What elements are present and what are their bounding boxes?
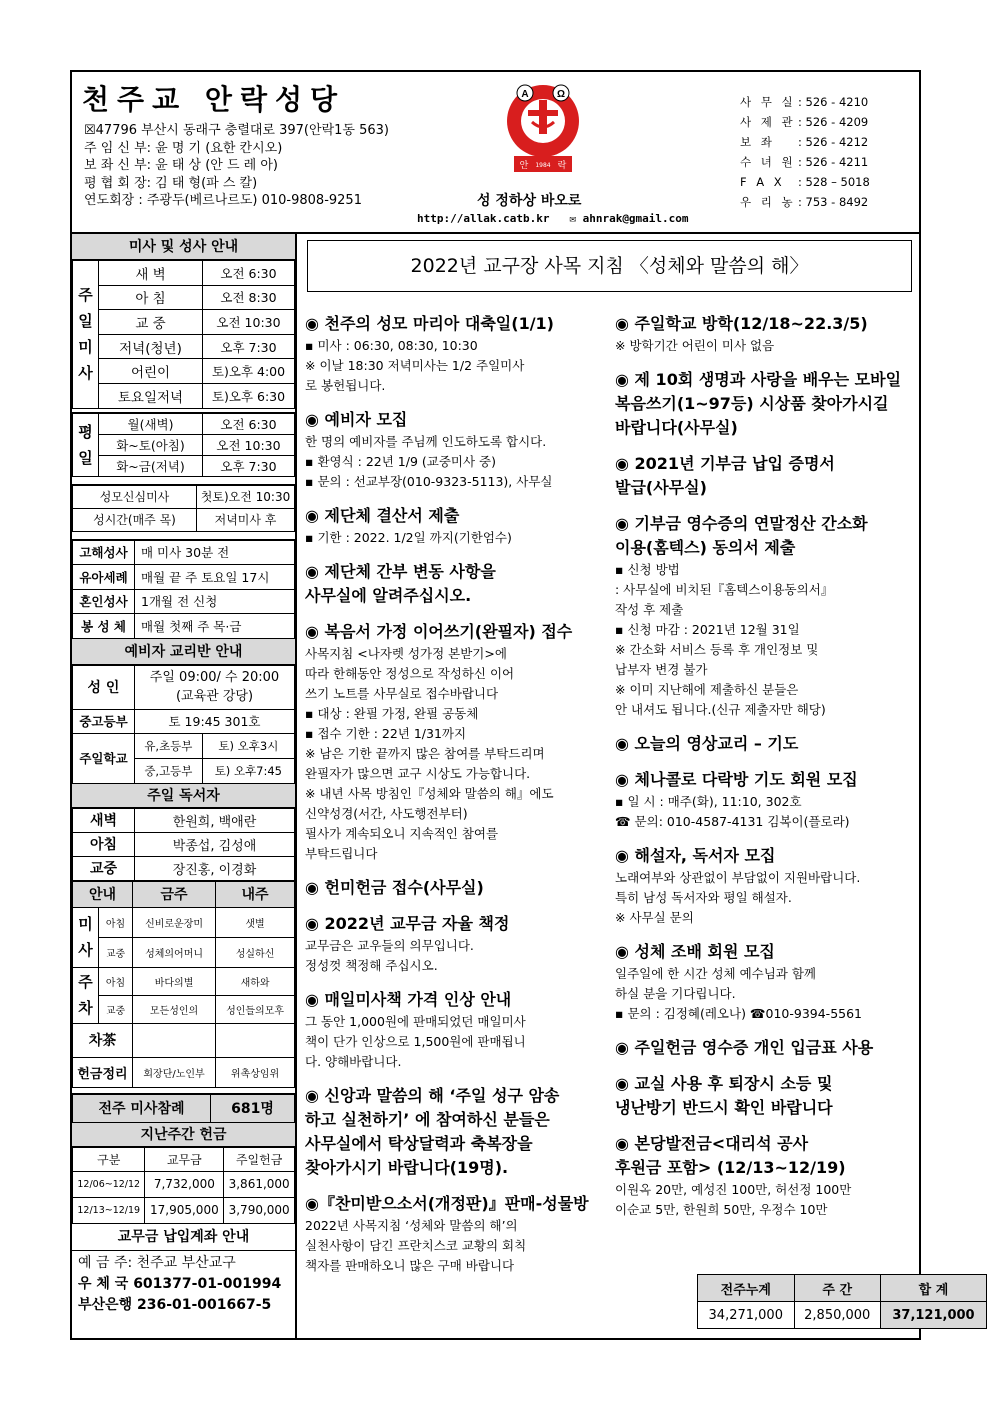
notice-body-line: : 사무실에 비치된『홈텍스이용동의서』 <box>615 582 834 597</box>
mass-name: 새 벽 <box>99 261 203 286</box>
duty-mass-label: 미 <box>78 915 93 934</box>
notice-heading: 후원금 포함> (12/13~12/19) <box>615 1158 846 1177</box>
notice-heading: ◉ 제 10회 생명과 사랑을 배우는 모바일 <box>615 370 902 389</box>
special-mass-table <box>72 485 295 532</box>
notice-body-line: ▪ 신청 방법 <box>615 562 680 577</box>
fund-value: 2,850,000 <box>794 1302 880 1329</box>
mass-name: 교 중 <box>99 310 203 335</box>
mass-time: 오전 10:30 <box>203 434 295 455</box>
duty-next: 새하와 <box>216 967 295 995</box>
notice-body-line: 이원옥 20만, 예성진 100만, 허선정 100만 <box>615 1182 852 1197</box>
notice-body-line: ▪ 미사 : 06:30, 08:30, 10:30 <box>305 338 478 353</box>
notice-heading: ◉ 제단체 결산서 제출 <box>305 506 460 525</box>
phone-number: : 526 - 4210 <box>798 95 869 109</box>
notice-item <box>305 504 605 548</box>
notice-body-line: 완필자가 많으면 교구 시상도 가능합니다. <box>305 766 531 781</box>
mass-time: 오전 6:30 <box>203 261 295 286</box>
logo-alpha: A <box>521 89 529 100</box>
phone-label: 수 녀 원 <box>740 155 796 169</box>
notice-body-line: ※ 사무실 문의 <box>615 910 694 925</box>
mass-time: 오전 6:30 <box>203 413 295 434</box>
notice-item <box>305 876 605 900</box>
weekday-label-char: 일 <box>78 448 93 467</box>
notice-body-line: ▪ 접수 기한 : 22년 1/31까지 <box>305 726 467 741</box>
offering-next: 위촉상임위 <box>216 1057 295 1087</box>
notice-body-line: 교무금은 교우들의 의무입니다. <box>305 938 474 953</box>
notice-item <box>305 312 605 396</box>
notice-body-line: 부탁드립니다 <box>305 846 378 861</box>
notice-item <box>615 1036 915 1060</box>
sunday-school-time: 토) 오후7:45 <box>202 758 294 783</box>
phone-row <box>740 132 870 152</box>
collection-table <box>72 1147 295 1224</box>
notice-item <box>305 912 605 976</box>
duty-mass-label: 사 <box>78 941 93 960</box>
reader-names: 박종섭, 김성애 <box>135 832 295 856</box>
mass-time: 오전 8:30 <box>203 285 295 310</box>
tea-label: 차茶 <box>73 1023 133 1057</box>
mass-schedule-title: 미사 및 성사 안내 <box>72 234 295 260</box>
notice-heading: ◉ 복음서 가정 이어쓰기(완필자) 접수 <box>305 622 573 641</box>
notice-body-line: 하실 분을 기다립니다. <box>615 986 736 1001</box>
fund-summary-table <box>697 1274 987 1329</box>
duty-header-next: 내주 <box>216 881 295 907</box>
account-title: 교무금 납입계좌 안내 <box>72 1224 295 1251</box>
notice-heading: ◉ 주일헌금 영수증 개인 입금표 사용 <box>615 1038 874 1057</box>
notice-heading: ◉ 헌미헌금 접수(사무실) <box>305 878 484 897</box>
notice-body-line: 이순교 5만, 한원희 50만, 우정수 10만 <box>615 1202 828 1217</box>
notice-item <box>615 512 915 720</box>
sacrament-name: 유아세례 <box>73 565 135 590</box>
pastoral-banner: 2022년 교구장 사목 지침 〈성체와 말씀의 해〉 <box>307 240 912 292</box>
duty-park-label: 주 <box>78 973 93 992</box>
sacrament-name: 봉 성 체 <box>73 614 135 639</box>
account-holder: 예 금 주: 천주교 부산교구 <box>78 1254 236 1271</box>
mass-name: 화~토(아침) <box>99 434 203 455</box>
mass-name: 화~금(저녁) <box>99 455 203 476</box>
phone-number: : 528 – 5018 <box>798 175 870 189</box>
notice-heading: ◉ 제단체 간부 변동 사항을 <box>305 562 496 581</box>
phone-row <box>740 112 870 132</box>
phone-row <box>740 92 870 112</box>
mass-name: 아 침 <box>99 285 203 310</box>
notice-item <box>615 368 915 440</box>
phone-number: : 526 - 4209 <box>798 115 869 129</box>
notice-body-line: 납부자 변경 불가 <box>615 662 708 677</box>
notice-body-line: ▪ 기한 : 2022. 1/2일 까지(기한엄수) <box>305 530 512 545</box>
duty-next: 샛별 <box>216 907 295 937</box>
mail-icon: ✉ <box>569 212 576 225</box>
notice-body-line: 따라 한해동안 정성으로 작성하신 이어 <box>305 666 515 681</box>
notice-heading: 바랍니다(사무실) <box>615 418 738 437</box>
sacrament-name: 고해성사 <box>73 540 135 565</box>
fund-header: 합 계 <box>880 1275 986 1302</box>
church-address: 47796 부산시 동래구 충렬대로 397(안락1동 563) <box>95 123 389 138</box>
notice-item <box>615 732 915 756</box>
phone-number: : 526 - 4212 <box>798 135 869 149</box>
notice-body-line: 실천사항이 담긴 프란치스코 교황의 회칙 <box>305 1238 527 1253</box>
reader-title: 주일 독서자 <box>72 784 295 808</box>
phone-row <box>740 152 870 172</box>
phone-row <box>740 192 870 212</box>
phone-list <box>740 92 870 212</box>
notice-heading: ◉ 본당발전금<대리석 공사 <box>615 1134 809 1153</box>
duty-header-this: 금주 <box>133 881 216 907</box>
sunday-school-label: 주일학교 <box>73 733 135 783</box>
duty-slot: 교중 <box>99 995 133 1023</box>
account-post: 우 체 국 601377-01-001994 <box>78 1275 282 1292</box>
notice-heading: ◉ 주일학교 방학(12/18~22.3/5) <box>615 314 868 333</box>
notice-body-line: ☎ 문의: 010-4587-4131 김복이(플로라) <box>615 814 850 829</box>
special-mass-name: 성시간(매주 목) <box>73 508 197 531</box>
sunday-mass-table <box>72 260 295 409</box>
pastor-line: 주 임 신 부: 윤 명 기 (요한 칸시오) <box>84 140 283 156</box>
notice-heading: ◉ 체나콜로 다락방 기도 회원 모집 <box>615 770 858 789</box>
attendance-value: 681명 <box>211 1094 295 1122</box>
phone-label: 우 리 농 <box>740 195 796 209</box>
notice-heading: ◉ 해설자, 독서자 모집 <box>615 846 776 865</box>
phone-label: 사 제 관 <box>740 115 796 129</box>
offering-this: 회장단/노인부 <box>133 1057 216 1087</box>
notice-heading: 찾아가시기 바랍니다(19명). <box>305 1158 509 1177</box>
notice-body-line: 특히 남성 독서자와 평일 해설자. <box>615 890 792 905</box>
sunday-label-char: 사 <box>78 364 93 383</box>
fund-total: 37,121,000 <box>880 1302 986 1329</box>
collection-sunday: 3,790,000 <box>224 1197 295 1223</box>
notice-heading: ◉ 2022년 교무금 자율 책정 <box>305 914 510 933</box>
notice-body-line: ▪ 대상 : 완필 가정, 완필 공동체 <box>305 706 479 721</box>
reader-mass: 새벽 <box>73 808 135 832</box>
assistant-line: 보 좌 신 부: 윤 태 상 (안 드 레 아) <box>84 158 278 173</box>
sacrament-table <box>72 540 295 639</box>
notice-body-line: 작성 후 제출 <box>615 602 684 617</box>
notice-heading: ◉ 기부금 영수증의 연말정산 간소화 <box>615 514 868 533</box>
notice-item <box>615 312 915 356</box>
duty-slot: 교중 <box>99 937 133 967</box>
mass-time: 오후 7:30 <box>203 455 295 476</box>
notice-body-line: ▪ 문의 : 김정혜(레오나) ☎010-9394-5561 <box>615 1006 863 1021</box>
special-mass-name: 성모신심미사 <box>73 485 197 508</box>
notice-item <box>305 988 605 1072</box>
notice-heading: ◉ 예비자 모집 <box>305 410 408 429</box>
phone-row <box>740 172 870 192</box>
notice-body-line: ※ 이날 18:30 저녁미사는 1/2 주일미사 <box>305 358 525 373</box>
notice-body-line: ▪ 환영식 : 22년 1/9 (교중미사 중) <box>305 454 496 469</box>
notice-item <box>305 1084 605 1180</box>
notice-heading: 발급(사무실) <box>615 478 707 497</box>
federation-line: 연도회장 : 주광두(베르나르도) 010-9808-9251 <box>84 193 362 208</box>
reader-names: 장진홍, 이경화 <box>135 856 295 880</box>
notice-item <box>615 1132 915 1220</box>
notice-body-line: ▪ 일 시 : 매주(화), 11:10, 302호 <box>615 794 802 809</box>
bulletin-frame <box>70 70 975 1340</box>
duty-park-label: 차 <box>78 999 93 1018</box>
notice-item <box>615 452 915 500</box>
notice-body-line: ▪ 문의 : 선교부장(010-9323-5113), 사무실 <box>305 474 553 489</box>
notice-body-line: ※ 내년 사목 방침인『성체와 말씀의 해』에도 <box>305 786 554 801</box>
notice-heading: 사무실에 알려주십시오. <box>305 586 472 605</box>
collection-dues: 7,732,000 <box>145 1171 224 1197</box>
phone-number: : 753 - 8492 <box>798 195 869 209</box>
notice-body-line: 쓰기 노트를 사무실로 접수바랍니다 <box>305 686 499 701</box>
notice-body-line: 책이 단가 인상으로 1,500원에 판매됩니 <box>305 1034 526 1049</box>
duty-next: 성인들의모후 <box>216 995 295 1023</box>
duty-this: 성체의어머니 <box>133 937 216 967</box>
duty-this: 신비로운장미 <box>133 907 216 937</box>
notice-body-line: ※ 방학기간 어린이 미사 없음 <box>615 338 775 353</box>
weekday-label-char: 평 <box>78 422 93 441</box>
contact-web <box>417 212 689 225</box>
mass-name: 저녁(청년) <box>99 334 203 359</box>
logo-text-rak: 락 <box>557 161 567 171</box>
notice-heading: 사무실에서 탁상달력과 축복장을 <box>305 1134 533 1153</box>
notice-body-line: 로 봉헌됩니다. <box>305 378 386 393</box>
council-line: 평 협 회 장: 김 태 형(파 스 칼) <box>84 175 258 191</box>
mass-time: 오전 10:30 <box>203 310 295 335</box>
notice-column-right <box>615 312 915 1232</box>
duty-this: 바다의별 <box>133 967 216 995</box>
notice-body-line: 신약성경(서간, 사도행전부터) <box>305 806 468 821</box>
postal-icon: ☒ <box>84 123 96 138</box>
attendance-label: 전주 미사참례 <box>73 1094 211 1122</box>
special-mass-time: 첫토)오전 10:30 <box>197 485 295 508</box>
collection-dues: 17,905,000 <box>145 1197 224 1223</box>
duty-slot: 아침 <box>99 907 133 937</box>
notice-item <box>305 560 605 608</box>
logo-text-an: 안 <box>519 161 529 171</box>
notice-body-line: 노래여부와 상관없이 부담없이 지원바랍니다. <box>615 870 861 885</box>
notice-body-line: ※ 간소화 서비스 등록 후 개인정보 및 <box>615 642 819 657</box>
notice-item <box>615 768 915 832</box>
sacrament-value: 매 미사 30분 전 <box>135 540 295 565</box>
sunday-label-char: 미 <box>78 338 93 357</box>
reader-table <box>72 808 295 881</box>
youth-time: 토 19:45 301호 <box>135 709 295 733</box>
notice-body-line: 한 명의 예비자를 주님께 인도하도록 합시다. <box>305 434 547 449</box>
notice-body-line: 필사가 계속되오니 지속적인 참여를 <box>305 826 499 841</box>
weekday-mass-table <box>72 413 295 477</box>
collection-sunday: 3,861,000 <box>224 1171 295 1197</box>
duty-slot: 아침 <box>99 967 133 995</box>
notice-item <box>615 844 915 928</box>
catechumen-table <box>72 665 295 784</box>
catechumen-title: 예비자 교리반 안내 <box>72 639 295 665</box>
notice-body-line: 정성껏 책정해 주십시오. <box>305 958 438 973</box>
bulletin-header <box>72 72 919 232</box>
notice-item <box>305 408 605 492</box>
collection-header: 구분 <box>73 1147 145 1171</box>
left-sidebar <box>72 232 297 1338</box>
phone-number: : 526 - 4211 <box>798 155 869 169</box>
logo-year: 1984 <box>535 162 551 169</box>
church-info <box>84 122 389 210</box>
sunday-label-char: 주 <box>78 286 93 305</box>
notice-body-line: ※ 남은 기한 끝까지 많은 참여를 부탁드리며 <box>305 746 545 761</box>
mass-name: 어린이 <box>99 359 203 384</box>
notice-body-line: 책자를 판매하오니 많은 구매 바랍니다 <box>305 1258 515 1273</box>
fund-value: 34,271,000 <box>698 1302 795 1329</box>
notice-heading: ◉ 교실 사용 후 퇴장시 소등 및 <box>615 1074 833 1093</box>
notice-heading: ◉ 신앙과 말씀의 해 ‘주일 성구 암송 <box>305 1086 560 1105</box>
sacrament-value: 매월 첫째 주 목·금 <box>135 614 295 639</box>
collection-header: 주일헌금 <box>224 1147 295 1171</box>
church-logo <box>502 76 584 180</box>
collection-period: 12/06~12/12 <box>73 1171 145 1197</box>
notice-body-line: 2022년 사목지침 ‘성체와 말씀의 해’의 <box>305 1218 518 1233</box>
sacrament-value: 1개월 전 신청 <box>135 589 295 614</box>
duty-header-guide: 안내 <box>73 881 133 907</box>
notice-body-line: 다. 양해바랍니다. <box>305 1054 402 1069</box>
phone-label: F A X <box>740 175 785 189</box>
adult-time: 주일 09:00/ 수 20:00 <box>149 670 280 686</box>
collection-header: 교무금 <box>145 1147 224 1171</box>
duty-table <box>72 881 295 1088</box>
notice-heading: 냉난방기 반드시 확인 바랍니다 <box>615 1098 833 1117</box>
mass-time: 토)오후 6:30 <box>203 383 295 408</box>
notice-body-line: 안 내셔도 됩니다.(신규 제출자만 해당) <box>615 702 826 717</box>
mass-time: 오후 7:30 <box>203 334 295 359</box>
patron-saint: 성 정하상 바오로 <box>477 193 582 209</box>
sunday-school-name: 유,초등부 <box>135 733 203 758</box>
offering-label: 헌금정리 <box>73 1057 133 1087</box>
notice-body-line: ▪ 신청 마감 : 2021년 12월 31일 <box>615 622 800 637</box>
reader-mass: 교중 <box>73 856 135 880</box>
notice-heading: ◉ 매일미사책 가격 인상 안내 <box>305 990 512 1009</box>
sunday-mass-label <box>73 261 99 409</box>
notice-heading: ◉ 2021년 기부금 납입 증명서 <box>615 454 835 473</box>
church-title: 천주교 안락성당 <box>82 83 346 116</box>
notice-heading: ◉ 오늘의 영상교리 – 기도 <box>615 734 799 753</box>
attendance-table <box>72 1094 295 1123</box>
notice-item <box>615 1072 915 1120</box>
logo-omega: Ω <box>556 89 566 100</box>
youth-label: 중고등부 <box>73 709 135 733</box>
adult-label: 성 인 <box>73 665 135 709</box>
sunday-label-char: 일 <box>78 312 93 331</box>
notice-body-line: ※ 이미 지난해에 제출하신 분들은 <box>615 682 799 697</box>
notice-body-line: 그 동안 1,000원에 판매되었던 매일미사 <box>305 1014 526 1029</box>
notice-heading: ◉ 성체 조배 회원 모집 <box>615 942 775 961</box>
sacrament-value: 매월 끝 주 토요일 17시 <box>135 565 295 590</box>
mass-name: 월(새벽) <box>99 413 203 434</box>
notice-heading: 이용(홈텍스) 동의서 제출 <box>615 538 796 557</box>
notice-heading: ◉ 천주의 성모 마리아 대축일(1/1) <box>305 314 554 333</box>
website-link[interactable]: http://allak.catb.kr <box>417 212 550 225</box>
collection-period: 12/13~12/19 <box>73 1197 145 1223</box>
notice-heading: ◉『찬미받으소서(개정판)』판매-성물방 <box>305 1194 589 1213</box>
mass-name: 토요일저녁 <box>99 383 203 408</box>
main-content <box>297 232 975 1338</box>
notice-item <box>305 620 605 864</box>
notice-body-line: 일주일에 한 시간 성체 예수님과 함께 <box>615 966 816 981</box>
mass-time: 토)오후 4:00 <box>203 359 295 384</box>
reader-mass: 아침 <box>73 832 135 856</box>
reader-names: 한원희, 백애란 <box>135 808 295 832</box>
fund-header: 주 간 <box>794 1275 880 1302</box>
duty-next: 성실하신 <box>216 937 295 967</box>
notice-column-left <box>305 312 605 1288</box>
collection-title: 지난주간 헌금 <box>72 1123 295 1147</box>
notice-item <box>615 940 915 1024</box>
account-bank: 부산은행 236-01-001667-5 <box>78 1296 272 1313</box>
sunday-school-time: 토) 오후3시 <box>202 733 294 758</box>
sacrament-name: 혼인성사 <box>73 589 135 614</box>
phone-label: 보 좌 <box>740 135 775 149</box>
notice-body-line: 사목지침 <나자렛 성가정 본받기>에 <box>305 646 507 661</box>
email-link[interactable]: ahnrak@gmail.com <box>582 212 689 225</box>
duty-this: 모든성인의 <box>133 995 216 1023</box>
adult-place: (교육관 강당) <box>175 689 254 705</box>
notice-heading: 하고 실천하기’ 에 참여하신 분들은 <box>305 1110 550 1129</box>
special-mass-time: 저녁미사 후 <box>197 508 295 531</box>
notice-heading: 복음쓰기(1~97등) 시상품 찾아가시길 <box>615 394 889 413</box>
phone-label: 사 무 실 <box>740 95 796 109</box>
fund-header: 전주누계 <box>698 1275 795 1302</box>
notice-item <box>305 1192 605 1276</box>
weekday-mass-label <box>73 413 99 476</box>
sunday-school-name: 중,고등부 <box>135 758 203 783</box>
